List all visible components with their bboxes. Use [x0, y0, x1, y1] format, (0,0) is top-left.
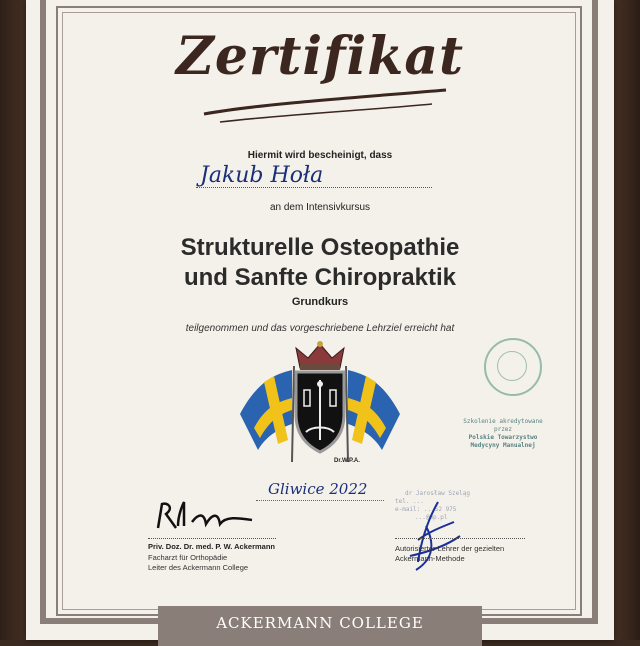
recipient-underline [196, 187, 432, 188]
intro-text: Hiermit wird bescheinigt, dass [247, 150, 393, 161]
place-date-underline [256, 500, 384, 501]
course-title [0, 233, 640, 293]
left-signatory-name: Priv. Doz. Dr. med. P. W. Ackermann [148, 542, 275, 551]
right-flag-icon [346, 366, 400, 462]
stamp-line4: ...@wp.pl [415, 514, 448, 521]
crest-label: Dr.W.P.A. [334, 458, 360, 464]
left-signatory-line1: Facharzt für Orthopädie [148, 553, 228, 562]
round-stamp-center-icon [497, 351, 527, 381]
right-signatory-line1: Autorisierter Lehrer der gezielten [395, 544, 505, 553]
stamp-line3: e-mail: ...52 975 [395, 506, 457, 513]
left-signatory-line2: Leiter des Ackermann College [148, 563, 249, 572]
right-signatory-line2: Ackermann-Methode [395, 554, 465, 563]
right-signature-line [395, 538, 525, 539]
completion-text: teilgenommen und das vorgeschriebene Lehrziel erreicht hat [185, 323, 455, 334]
recipient-name: Jakub Hoła [200, 163, 324, 188]
crest-emblem [236, 340, 404, 465]
stamp-line1: dr Jarosław Szeląg [405, 490, 471, 497]
accreditation-line2: Polskie Towarzystwo [468, 434, 538, 441]
course-title-line1: Strukturelle Osteopathie [180, 234, 460, 261]
accreditation-line1: Szkolenie akredytowane przez [463, 418, 543, 433]
left-signatory-details [148, 553, 248, 573]
footer-college-name: ACKERMANN COLLEGE [216, 614, 424, 632]
left-signature-line [148, 538, 276, 539]
place-date: Gliwice 2022 [268, 480, 368, 498]
shield-icon [296, 372, 344, 452]
right-signatory-details [395, 544, 504, 564]
course-intro: an dem Intensivkursus [269, 202, 371, 213]
accreditation-line3: Medycyny Manualnej [470, 442, 536, 449]
stamp-line2: tel. ... [395, 498, 424, 505]
accreditation-stamp [455, 418, 551, 450]
title-swash-icon [200, 88, 450, 128]
course-level: Grundkurs [291, 296, 349, 308]
certificate-title: Zertifikat [175, 26, 465, 87]
crown-icon [296, 341, 344, 370]
left-signature-icon [148, 496, 258, 536]
left-flag-icon [240, 366, 294, 462]
course-title-line2: und Sanfte Chiropraktik [183, 264, 457, 291]
right-signature-icon [398, 496, 468, 576]
